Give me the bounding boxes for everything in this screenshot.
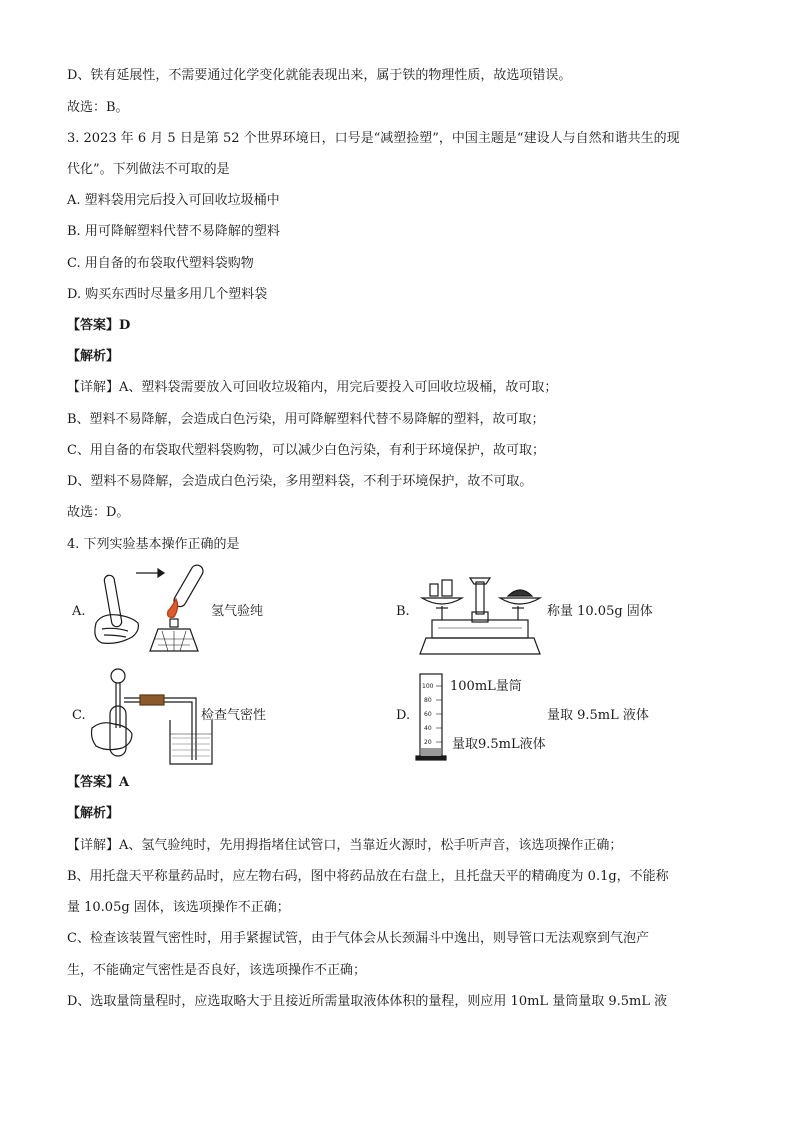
- rubber-tube: [140, 695, 164, 705]
- arrow-icon: [136, 569, 164, 577]
- tick-label: 40: [424, 725, 432, 732]
- q3-detail-d: D、塑料不易降解，会造成白色污染，多用塑料袋，不利于环境保护，故不可取。: [67, 474, 533, 489]
- liquid-level: [421, 748, 441, 756]
- q3-choose: 故选：D。: [67, 505, 130, 520]
- balance-figure: [412, 568, 548, 660]
- weight-icon: [430, 584, 438, 596]
- fig-c-letter: C.: [72, 708, 86, 723]
- fig-b-caption: 称量 10.05g 固体: [547, 604, 653, 619]
- q3-answer: 【答案】D: [67, 318, 131, 333]
- airtightness-figure: [88, 668, 214, 766]
- prev-choose: 故选：B。: [67, 100, 129, 115]
- alcohol-lamp: [150, 599, 198, 651]
- q3-option-a: A. 塑料袋用完后投入可回收垃圾桶中: [67, 193, 280, 208]
- weight-icon: [442, 580, 452, 596]
- q4-stem: 4. 下列实验基本操作正确的是: [67, 537, 240, 552]
- q3-analysis-label: 【解析】: [67, 349, 120, 364]
- solid-sample: [508, 590, 532, 596]
- q3-stem-line2: 代化”。下列做法不可取的是: [67, 162, 230, 177]
- right-pan: [500, 598, 540, 604]
- hand-with-test-tube: [95, 575, 139, 644]
- beaker: [170, 720, 212, 764]
- q3-option-b: B. 用可降解塑料代替不易降解的塑料: [67, 224, 280, 239]
- prev-option-d: D、铁有延展性，不需要通过化学变化就能表现出来，属于铁的物理性质，故选项错误。: [67, 68, 572, 83]
- fig-c-caption: 检查气密性: [201, 708, 267, 723]
- q4-detail-d: D、选取量筒量程时，应选取略大于且接近所需量取液体体积的量程，则应用 10mL 量筒量取 9.5mL 液: [67, 994, 668, 1009]
- q3-option-c: C. 用自备的布袋取代塑料袋购物: [67, 256, 254, 271]
- q4-analysis-label: 【解析】: [67, 806, 120, 821]
- fig-a-caption: 氢气验纯: [211, 604, 264, 619]
- q3-detail-c: C、用自备的布袋取代塑料袋购物，可以减少白色污染，有利于环境保护，故可取；: [67, 443, 545, 458]
- fig-b-letter: B.: [396, 604, 410, 619]
- fig-d-letter: D.: [396, 708, 411, 723]
- q3-stem-line1: 3. 2023 年 6 月 5 日是第 52 个世界环境日，口号是“减塑捡塑”，中国主题是“建设人与自然和谐共生的现: [67, 131, 680, 146]
- q4-answer: 【答案】A: [67, 775, 130, 790]
- q3-detail-a: 【详解】A、塑料袋需要放入可回收垃圾箱内，用完后要投入可回收垃圾桶，故可取；: [67, 380, 558, 395]
- tick-label: 60: [424, 711, 432, 718]
- q3-detail-b: B、塑料不易降解，会造成白色污染，用可降解塑料代替不易降解的塑料，故可取；: [67, 412, 545, 427]
- fig-d-cylinder-label: 100mL量筒: [450, 679, 522, 694]
- hydrogen-test-figure: [88, 565, 218, 660]
- tick-label: 100: [422, 683, 434, 690]
- fig-d-sub-caption: 量取9.5mL液体: [452, 737, 546, 752]
- graduated-cylinder-figure: [416, 672, 446, 762]
- tick-label: 20: [424, 739, 432, 746]
- q4-detail-c1: C、检查该装置气密性时，用手紧握试管，由于气体会从长颈漏斗中逸出，则导管口无法观察到气泡产: [67, 931, 649, 946]
- q4-detail-a: 【详解】A、氢气验纯时，先用拇指堵住试管口，当靠近火源时，松手听声音，该选项操作正确；: [67, 838, 623, 853]
- fig-a-letter: A.: [72, 604, 86, 619]
- q4-detail-c2: 生，不能确定气密性是否良好，该选项操作不正确；: [67, 963, 367, 978]
- fig-d-caption: 量取 9.5mL 液体: [547, 708, 649, 723]
- q4-detail-b2: 量 10.05g 固体，该选项操作不正确；: [67, 900, 290, 915]
- left-pan: [422, 598, 462, 604]
- q3-option-d: D. 购买东西时尽量多用几个塑料袋: [67, 287, 268, 302]
- q4-detail-b1: B、用托盘天平称量药品时，应左物右码，图中将药品放在右盘上，且托盘天平的精确度为 0.1g，不能称: [67, 869, 669, 884]
- tick-label: 80: [424, 697, 432, 704]
